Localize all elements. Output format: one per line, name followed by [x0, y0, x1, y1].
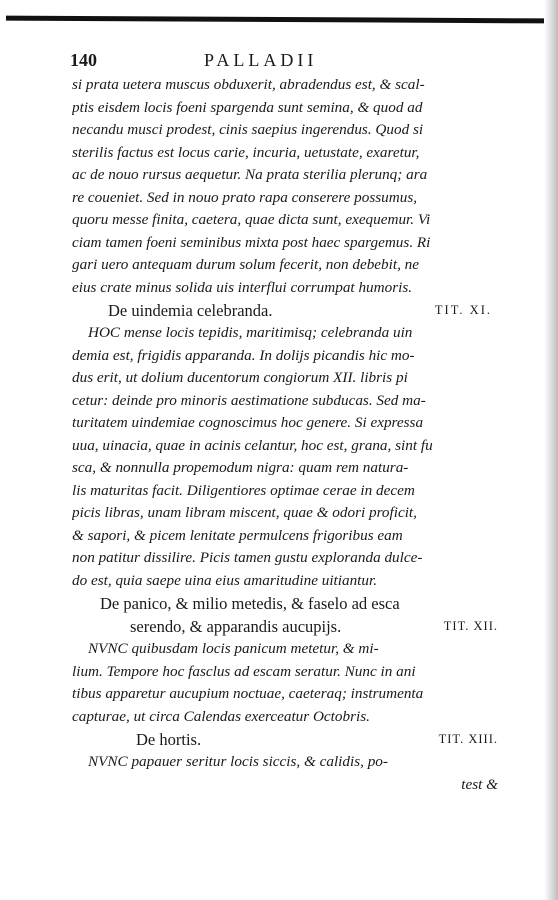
text-line: sterilis factus est locus carie, incuria, uetustate, exaretur, — [72, 143, 420, 161]
vindemia-section-text — [72, 322, 498, 592]
scan-page-edge — [544, 0, 558, 900]
text-line: cetur: deinde pro minoris aestimatione subducas. Sed ma- — [72, 391, 426, 409]
text-line: ptis eisdem locis foeni spargenda sunt semina, & quod ad — [72, 98, 423, 116]
text-line: do est, quia saepe uina eius amaritudine uitiantur. — [72, 571, 378, 589]
top-border-rule — [6, 16, 546, 24]
section-title-line2: serendo, & apparandis aucupijs. — [130, 617, 342, 636]
text-line: lis maturitas facit. Diligentiores optimae cerae in decem — [72, 481, 415, 499]
text-line: eius crate minus solida uis interflui corrumpat humoris. — [72, 278, 413, 296]
text-line: non patitur dissilire. Picis tamen gustu exploranda dulce- — [72, 549, 423, 566]
page-header — [72, 44, 498, 72]
panico-section-text — [72, 638, 498, 728]
text-line: gari uero antequam durum solum fecerit, non debebit, ne — [72, 256, 420, 273]
section-heading-panico — [72, 592, 498, 615]
book-page — [72, 44, 498, 796]
section-title: De uindemia celebranda. — [108, 301, 273, 320]
title-number: TIT. XIII. — [438, 732, 498, 746]
text-line: tibus apparetur aucupium noctuae, caeteraq; instrumenta — [72, 685, 424, 702]
text-line: sca, & nonnulla propemodum nigra: quam rem natura- — [72, 459, 409, 476]
catchword: test & — [461, 775, 498, 793]
text-line: quoru messe finita, caetera, quae dicta sunt, exequemur. Vi — [72, 211, 431, 228]
text-line: ac de nouo rursus aequetur. Na prata sterilia plerunq; ara — [72, 166, 428, 183]
text-line: dus erit, ut dolium ducentorum congiorum XII. libris pi — [72, 369, 408, 386]
text-line: lium. Tempore hoc fasclus ad escam seratur. Nunc in ani — [72, 662, 416, 680]
text-line: turitatem uindemiae cognoscimus hoc genere. Si expressa — [72, 414, 424, 431]
section-title-line1: De panico, & milio metedis, & faselo ad esca — [100, 594, 400, 613]
text-line: & sapori, & picem lenitate permulcens frigoribus eam — [72, 526, 403, 544]
section-heading-hortis — [72, 728, 498, 751]
section-heading-panico-cont — [72, 615, 498, 638]
text-line: HOC mense locis tepidis, maritimisq; celebranda uin — [88, 324, 413, 341]
text-line: necandu musci prodest, cinis saepius ingerendus. Quod si — [72, 121, 424, 138]
text-line: NVNC papauer seritur locis siccis, & calidis, po- — [88, 753, 388, 770]
text-line: NVNC quibusdam locis panicum metetur, & mi- — [88, 640, 379, 657]
section-heading-vindemia — [72, 299, 498, 322]
title-number: TIT. XII. — [443, 619, 498, 633]
text-line: si prata uetera muscus obduxerit, abradendus est, & scal- — [72, 76, 425, 93]
text-line: re coueniet. Sed in nouo prato rapa conserere possumus, — [72, 188, 418, 206]
text-line: ciam tamen foeni seminibus mixta post haec spargemus. Ri — [72, 233, 431, 251]
title-number: TIT. XI. — [434, 303, 492, 317]
text-line: uua, uinacia, quae in acinis celantur, hoc est, grana, sint fu — [72, 436, 433, 454]
text-line: demia est, frigidis apparanda. In dolijs picandis hic mo- — [72, 346, 415, 364]
running-head: PALLADII — [204, 50, 318, 70]
text-line: picis libras, unam libram miscent, quae & odori proficit, — [72, 504, 417, 521]
hortis-section-text — [72, 751, 498, 796]
section-title: De hortis. — [136, 730, 202, 749]
text-line: capturae, ut circa Calendas exerceatur Octobris. — [72, 707, 370, 725]
previous-section-text — [72, 74, 498, 299]
page-number: 140 — [70, 50, 97, 70]
